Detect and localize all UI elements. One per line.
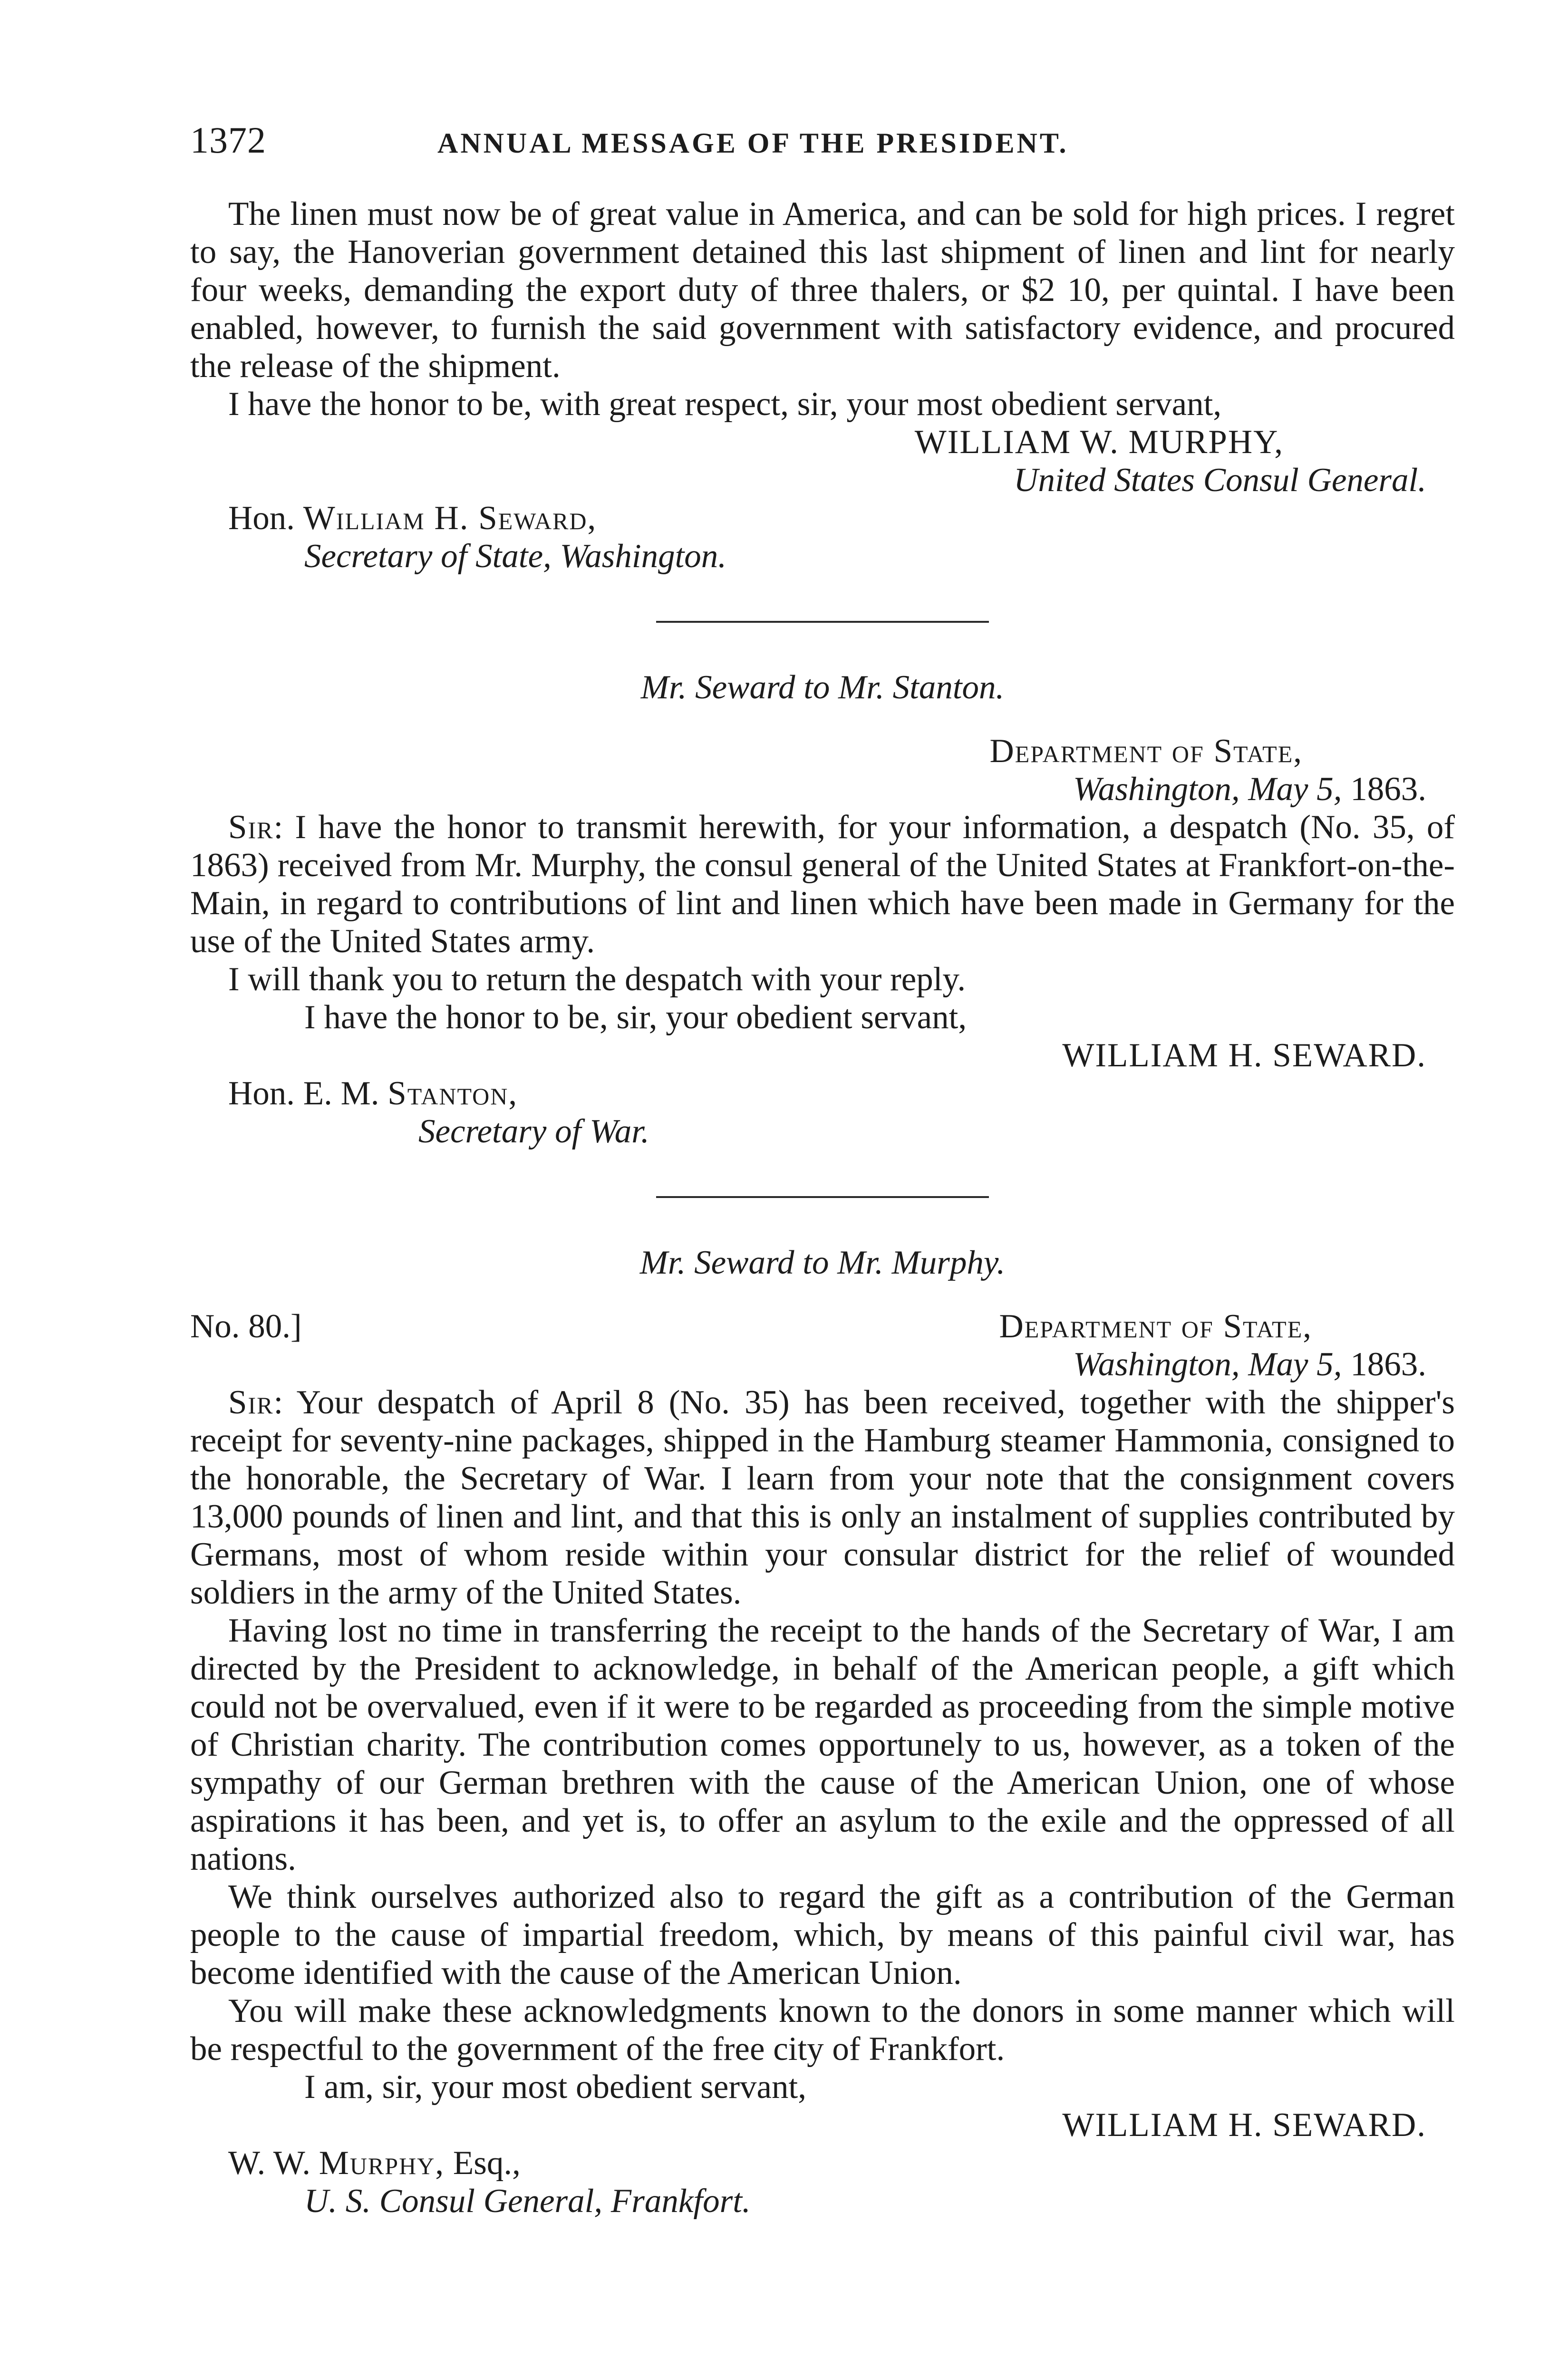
- letter3-addressee: [190, 2144, 1455, 2182]
- letter3-salutation: Sir: [228, 1384, 274, 1421]
- page-header: [190, 119, 1455, 176]
- letter3-place-date: [190, 1345, 1455, 1383]
- section-divider: [656, 621, 989, 623]
- letter2-body: [190, 808, 1455, 960]
- letter3-closing: I am, sir, your most obedient servant,: [304, 2068, 807, 2106]
- letter3-addressee-name: Murphy,: [319, 2145, 445, 2182]
- section-divider: [656, 1196, 989, 1198]
- letter3-year: 1863.: [1342, 1346, 1426, 1383]
- letter3-number: No. 80.]: [190, 1308, 302, 1345]
- letter2-year: 1863.: [1342, 771, 1426, 808]
- letter1-addressee-name: William H. Seward,: [303, 500, 597, 537]
- letter2-place-date: [190, 770, 1455, 808]
- letter2-closing: I have the honor to be, sir, your obedient servant,: [304, 999, 967, 1036]
- letter1-addressee: [190, 499, 1455, 537]
- letter2-thank-line: I will thank you to return the despatch with your reply.: [228, 961, 966, 998]
- letter2-addressee-title: Secretary of War.: [418, 1113, 649, 1150]
- letter1-signature-name: WILLIAM W. MURPHY,: [914, 424, 1284, 461]
- letter3-body-paragraph-3: We think ourselves authorized also to regard the gift as a contribution of the German people to the cause of impartial freedom, which, by means of this painful civil war, has become identified with the cause of the American Union.: [190, 1878, 1455, 1991]
- letter3-heading: Mr. Seward to Mr. Murphy.: [639, 1244, 1006, 1281]
- letter2-salutation: Sir: [228, 809, 274, 846]
- letter-seward-to-stanton: [190, 668, 1455, 1150]
- letter3-body1-text: : Your despatch of April 8 (No. 35) has been received, together with the shipper's receipt for seventy-nine packages, shipped in the Hamburg steamer Hammonia, consigned to the honorable, the Secretary of War. I learn from your note that the consignment covers 13,000 pounds of linen and lint, and that this is only an instalment of supplies contributed by Germans, most of whom reside within your consular district for the relief of wounded soldiers in the army of the United States.: [190, 1384, 1455, 1611]
- letter3-place: Washington, May 5,: [1073, 1346, 1342, 1383]
- page-content: [190, 119, 1455, 2220]
- letter3-department: Department of State,: [999, 1308, 1312, 1345]
- letter1-addressee-title: Secretary of State, Washington.: [304, 538, 727, 575]
- letter3-signature-name: WILLIAM H. SEWARD.: [1062, 2106, 1426, 2144]
- letter2-body-text: : I have the honor to transmit herewith, for your information, a despatch (No. 35, of 1863) received from Mr. Murphy, the consul general of the United States at Frankfort-on-the-Main, in regard to contributions of lint and linen which have been made in Germany for the use of the United States army.: [190, 809, 1455, 960]
- letter1-signature-title: United States Consul General.: [1014, 462, 1426, 499]
- letter2-addressee-prefix: Hon. E. M.: [228, 1075, 388, 1112]
- letter3-body-paragraph-1: [190, 1383, 1455, 1612]
- letter3-addressee-suffix: Esq.,: [445, 2145, 521, 2182]
- letter2-addressee: [190, 1074, 1455, 1112]
- letter3-number-department-row: [190, 1307, 1455, 1345]
- letter3-addressee-title: U. S. Consul General, Frankfort.: [304, 2183, 751, 2220]
- running-title: ANNUAL MESSAGE OF THE PRESIDENT.: [437, 127, 1069, 159]
- page-number: 1372: [190, 119, 266, 161]
- letter-murphy-continuation: [190, 195, 1455, 575]
- letter1-closing: I have the honor to be, with great respect, sir, your most obedient servant,: [228, 386, 1222, 423]
- letter3-body-paragraph-2: Having lost no time in transferring the receipt to the hands of the Secretary of War, I am directed by the President to acknowledge, in behalf of the American people, a gift which could not be overvalued, even if it were to be regarded as proceeding from the simple motive of Christian charity. The contribution comes opportunely to us, however, as a token of the sympathy of our German brethren with the cause of the American Union, one of whose aspirations it has been, and yet is, to offer an asylum to the exile and the oppressed of all nations.: [190, 1612, 1455, 1877]
- letter2-heading: Mr. Seward to Mr. Stanton.: [640, 669, 1005, 706]
- letter2-signature-name: WILLIAM H. SEWARD.: [1062, 1037, 1426, 1074]
- letter-seward-to-murphy: [190, 1244, 1455, 2220]
- letter2-place: Washington, May 5,: [1073, 771, 1342, 808]
- letter2-department: Department of State,: [989, 733, 1303, 770]
- letter3-addressee-prefix: W. W.: [228, 2145, 319, 2182]
- letter1-paragraph: The linen must now be of great value in America, and can be sold for high prices. I regret to say, the Hanoverian government detained this last shipment of linen and lint for nearly four weeks, demanding the export duty of three thalers, or $2 10, per quintal. I have been enabled, however, to furnish the said government with satisfactory evidence, and procured the release of the shipment.: [190, 195, 1455, 385]
- letter2-addressee-name: Stanton,: [387, 1075, 518, 1112]
- letter3-body-paragraph-4: You will make these acknowledgments known to the donors in some manner which will be respectful to the government of the free city of Frankfort.: [190, 1992, 1455, 2068]
- letter1-addressee-prefix: Hon.: [228, 500, 303, 537]
